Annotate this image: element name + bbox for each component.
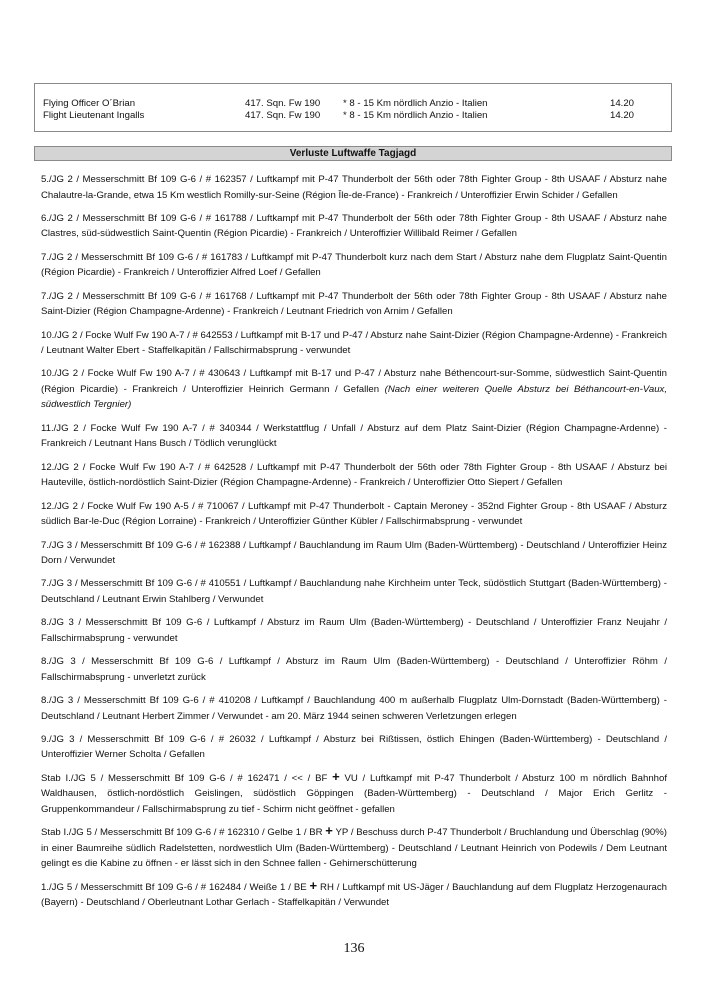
entry-text: YP / Beschuss durch P-47 Thunderbolt / Bruchlandung und Überschlag (90%) in einer Baumreihe südlich Radelstetten, nordwestlich Ulm (Baden-Württemberg) - Deutschland / Leutnant Heinrich von Podewils / Dem Leutnant gelingt es die Kabine zu öffnen - er lässt sich in den Schnee fallen - Gehirnerschütterung	[41, 827, 667, 870]
entry-text: Stab I./JG 5 / Messerschmitt Bf 109 G-6 / # 162471 / << / BF	[41, 772, 333, 784]
plus-icon: +	[309, 877, 318, 893]
claim-time: 14.20	[610, 98, 635, 109]
loss-entry: 8./JG 3 / Messerschmitt Bf 109 G-6 / Luftkampf / Absturz im Raum Ulm (Baden-Württemberg) - Deutschland / Unteroffizier Röhm / Fallschirmabsprung - unverletzt zurück	[41, 656, 667, 683]
loss-entry: 12./JG 2 / Focke Wulf Fw 190 A-7 / # 642528 / Luftkampf mit P-47 Thunderbolt der 56th oder 78th Fighter Group - 8th USAAF / Absturz bei Hauteville, östlich-nordöstlich Saint-Dizier (Région Champagne-Ardenne) - Frankreich / Unteroffizier Otto Siepert / Gefallen	[41, 461, 667, 489]
entry-text: VU / Luftkampf mit P-47 Thunderbolt / Absturz 100 m nördlich Bahnhof Waldhausen, östlich-nordöstlich Geislingen, südöstlich Göppingen (Baden-Württemberg) - Deutschland / Major Erich Gerlitz - Gruppenkommandeur / Fallschirmabsprung zu tief - Schirm nicht geöffnet - gefallen	[41, 772, 667, 815]
loss-entry: 11./JG 2 / Focke Wulf Fw 190 A-7 / # 340344 / Werkstattflug / Unfall / Absturz auf dem Platz Saint-Dizier (Région Champagne-Ardenne) - Frankreich / Leutnant Hans Busch / Tödlich verunglückt	[41, 422, 667, 450]
claim-pilot: Flying Officer O´Brian	[43, 98, 136, 109]
loss-entry: 7./JG 3 / Messerschmitt Bf 109 G-6 / # 410551 / Luftkampf / Bauchlandung nahe Kirchheim unter Teck, südöstlich Stuttgart (Baden-Württemberg) - Deutschland / Leutnant Erwin Stahlberg / Verwundet	[41, 578, 667, 605]
loss-entry: 7./JG 2 / Messerschmitt Bf 109 G-6 / # 161783 / Luftkampf mit P-47 Thunderbolt kurz nach dem Start / Absturz nahe dem Flugplatz Saint-Quentin (Région Picardie) - Frankreich / Unteroffizier Alfred Loef / Gefallen	[41, 251, 667, 279]
plus-icon: +	[332, 768, 340, 784]
victory-claims-box	[34, 83, 672, 132]
entry-text: 10./JG 2 / Focke Wulf Fw 190 A-7 / # 430643 / Luftkampf mit B-17 und P-47 / Absturz nahe Béthencourt-sur-Somme, südwestlich Saint-Quentin (Région Picardie) - Frankreich / Unteroffizier Heinrich Germann / Gefallen	[41, 368, 667, 395]
loss-entries	[41, 172, 667, 911]
claim-unit: 417. Sqn. Fw 190	[245, 98, 321, 109]
loss-entry	[41, 768, 667, 818]
claim-location: * 8 - 15 Km nördlich Anzio - Italien	[343, 98, 488, 109]
loss-entry: 7./JG 3 / Messerschmitt Bf 109 G-6 / # 162388 / Luftkampf / Bauchlandung im Raum Ulm (Baden-Württemberg) - Deutschland / Unteroffizier Heinz Dorn / Verwundet	[41, 539, 667, 567]
loss-entry: 8./JG 3 / Messerschmitt Bf 109 G-6 / # 410208 / Luftkampf / Bauchlandung 400 m außerhalb Flugplatz Ulm-Dornstadt (Baden-Württemberg) - Deutschland / Leutnant Herbert Zimmer / Verwundet - am 20. März 1944 seinen schweren Verletzungen erlegen	[41, 695, 667, 722]
loss-entry: 6./JG 2 / Messerschmitt Bf 109 G-6 / # 161788 / Luftkampf mit P-47 Thunderbolt der 56th oder 78th Fighter Group - 8th USAAF / Absturz nahe Clastres, süd-südwestlich Saint-Quentin (Région Picardie) - Frankreich / Unteroffizier Willibald Reimer / Gefallen	[41, 212, 667, 240]
loss-entry: 9./JG 3 / Messerschmitt Bf 109 G-6 / # 26032 / Luftkampf / Absturz bei Rißtissen, östlich Ehingen (Baden-Württemberg) - Deutschland / Unteroffizier Werner Scholta / Gefallen	[41, 733, 667, 761]
plus-icon: +	[325, 823, 333, 839]
entry-note: (Nach einer weiteren Quelle Absturz bei Béthancourt-en-Vaux, südwestlich Tergnier)	[41, 383, 668, 411]
claim-location: * 8 - 15 Km nördlich Anzio - Italien	[343, 110, 488, 121]
entry-text: 1./JG 5 / Messerschmitt Bf 109 G-6 / # 162484 / Weiße 1 / BE	[41, 881, 310, 893]
claim-row	[43, 110, 663, 122]
section-header: Verluste Luftwaffe Tagjagd	[34, 146, 672, 161]
loss-entry	[41, 877, 667, 911]
loss-entry: 5./JG 2 / Messerschmitt Bf 109 G-6 / # 162357 / Luftkampf mit P-47 Thunderbolt der 56th oder 78th Fighter Group - 8th USAAF / Absturz nahe Chalautre-la-Grande, etwa 15 Km westlich Romilly-sur-Seine (Région Île-de-France) - Frankreich / Unteroffizier Erwin Schider / Gefallen	[41, 174, 667, 201]
loss-entry	[41, 366, 667, 413]
claim-pilot: Flight Lieutenant Ingalls	[43, 110, 145, 121]
loss-entry: 7./JG 2 / Messerschmitt Bf 109 G-6 / # 161768 / Luftkampf mit P-47 Thunderbolt der 56th oder 78th Fighter Group - 8th USAAF / Absturz nahe Saint-Dizier (Région Champagne-Ardenne) - Frankreich / Leutnant Friedrich von Arnim / Gefallen	[41, 290, 667, 318]
loss-entry	[41, 825, 667, 872]
loss-entry: 10./JG 2 / Focke Wulf Fw 190 A-7 / # 642553 / Luftkampf mit B-17 und P-47 / Absturz nahe Saint-Dizier (Région Champagne-Ardenne) - Frankreich / Leutnant Walter Ebert - Staffelkapitän / Fallschirmabsprung - verwundet	[41, 329, 667, 357]
claim-unit: 417. Sqn. Fw 190	[245, 110, 321, 121]
loss-entry: 8./JG 3 / Messerschmitt Bf 109 G-6 / Luftkampf / Absturz im Raum Ulm (Baden-Württemberg) - Deutschland / Unteroffizier Franz Neujahr / Fallschirmabsprung - verwundet	[41, 617, 667, 644]
entry-text: RH / Luftkampf mit US-Jäger / Bauchlandung auf dem Flugplatz Herzogenaurach (Bayern) - Deutschland / Oberleutnant Lothar Gerlach - Staffelkapitän / Verwundet	[41, 881, 667, 909]
loss-entry: 12./JG 2 / Focke Wulf Fw 190 A-5 / # 710067 / Luftkampf mit P-47 Thunderbolt - Captain Meroney - 352nd Fighter Group - 8th USAAF / Absturz südlich Bar-le-Duc (Région Lorraine) - Frankreich / Unteroffizier Günther Kübler / Fallschirmabsprung - verwundet	[41, 500, 667, 528]
claim-time: 14.20	[610, 110, 635, 121]
claim-row	[43, 98, 663, 110]
page-number: 136	[343, 941, 365, 956]
entry-text: Stab I./JG 5 / Messerschmitt Bf 109 G-6 / # 162310 / Gelbe 1 / BR	[41, 827, 326, 839]
